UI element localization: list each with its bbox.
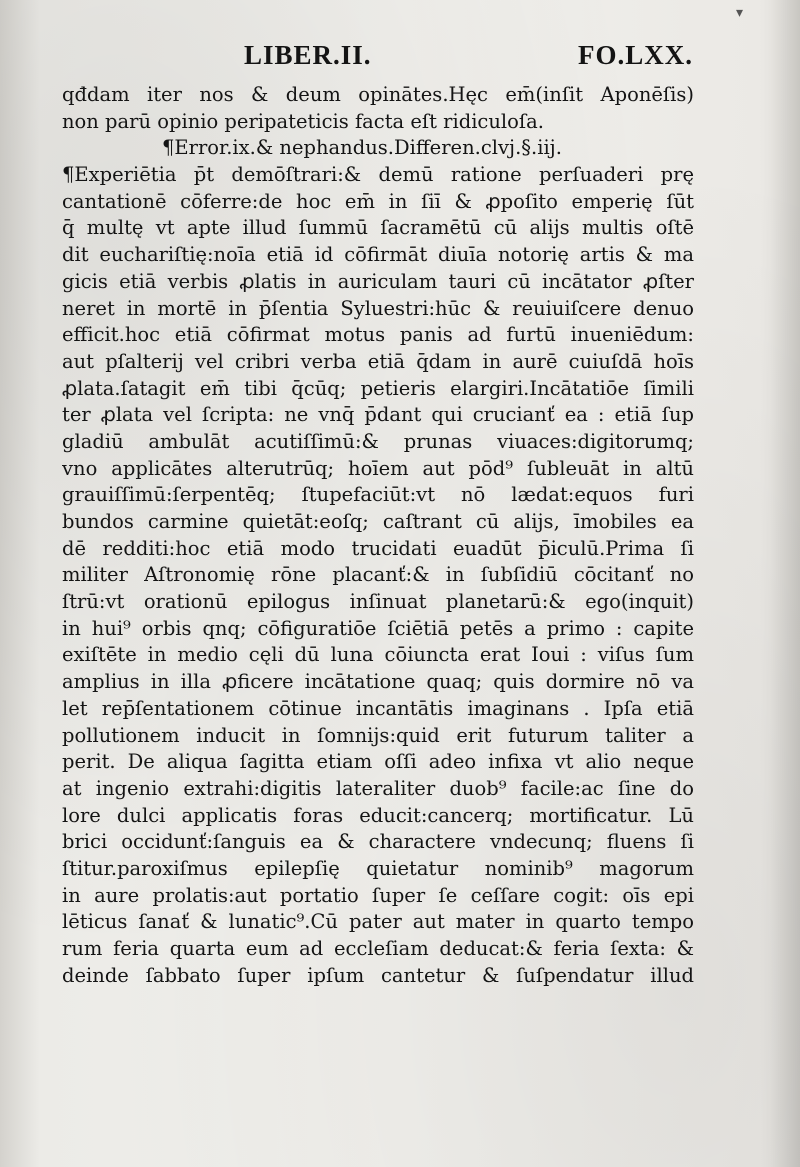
- text-line: lēticus ſanať & lunatic⁹.Cū pater aut mater in quarto tempo: [62, 910, 694, 934]
- text-line: dē redditi:hoc etiā modo trucidati euadūt p̄iculū.Prima ſi: [62, 536, 694, 560]
- text-line: at ingenio extrahi:digitis lateraliter duob⁹ facile:ac ſine do: [62, 776, 694, 800]
- text-line: in aure prolatis:aut portatio ſuper ſe ceſſare cogit: oīs epi: [62, 883, 694, 907]
- text-line: rum feria quarta eum ad eccleſiam deducat:& feria ſexta: &: [62, 937, 694, 960]
- text-line: efficit.hoc etiā cōfirmat motus panis ad furtū inueniēdum:: [62, 323, 694, 347]
- text-line: amplius in illa ꝓficere incātatione quaq; quis dormire nō va: [62, 670, 694, 694]
- folio-number: FO.LXX.: [578, 40, 693, 70]
- text-line: pollutionem inducit in ſomnijs:quid erit futurum taliter a: [62, 723, 694, 747]
- text-line: vno applicātes alterutrūq; hoīem aut pōd⁹ ſubleuāt in altū: [62, 456, 694, 480]
- text-line: lore dulci applicatis foras educit:cancerq; mortificatur. Lū: [62, 803, 694, 827]
- text-line: qđdam iter nos & deum opinātes.Hęc em̄(inſit Aponēſis): [62, 83, 694, 106]
- text-line: cantationē cōferre:de hoc em̄ in ſiī & ꝓpoſito emperię ſūt: [62, 189, 694, 213]
- text-line: q̄ multę vt apte illud ſummū ſacramētū cū alijs multis oſtē: [62, 216, 694, 240]
- text-line: gladiū ambulāt acutiſſimū:& prunas viuaces:digitorumq;: [62, 429, 694, 453]
- text-line: militer Aſtronomię rōne placanť:& in ſubſidiū cōcitanť no: [62, 563, 694, 587]
- text-line: deinde ſabbato ſuper ipſum cantetur & ſuſpendatur illud: [62, 963, 694, 987]
- text-line: ſtrū:vt orationū epilogus inſinuat planetarū:& ego(inquit): [62, 590, 694, 614]
- body-text: [62, 82, 694, 989]
- text-line: non parū opinio peripateticis facta eſt ridiculoſa.: [62, 109, 544, 133]
- text-line: ſtitur.paroxiſmus epilepſię quietatur nominib⁹ magorum: [62, 856, 694, 880]
- running-head-title: LIBER.II.: [244, 40, 372, 70]
- text-line: brici occidunť:ſanguis ea & charactere vndecunq; fluens ſi: [62, 830, 694, 854]
- text-line: exiſtēte in medio cęli dū luna cōiuncta erat Ioui : viſus ſum: [62, 643, 694, 667]
- text-line: grauiſſimū:ſerpentēq; ſtupefaciūt:vt nō lædat:equos furi: [62, 483, 694, 507]
- running-header: [68, 40, 693, 80]
- text-line: ¶Experiētia p̄t demōſtrari:& demū ratione perſuaderi prę: [62, 163, 694, 187]
- text-line: in hui⁹ orbis qnq; cōfiguratiōe ſciētiā petēs a primo : capite: [62, 616, 694, 640]
- text-line: dit euchariſtię:noīa etiā id cōfirmāt diuīa notorię artis & ma: [62, 243, 694, 267]
- text-line: neret in mortē in p̄ſentia Syluestri:hūc & reuiuiſcere denuo: [62, 296, 694, 320]
- text-line: bundos carmine quietāt:eoſq; caſtrant cū alijs, īmobiles ea: [62, 510, 694, 533]
- margin-mark: ▾: [736, 5, 744, 21]
- section-heading: ¶Error.ix.& nephandus.Differen.clvj.§.iij.: [162, 136, 562, 160]
- text-line: gicis etiā verbis ꝓlatis in auriculam tauri cū incātator ꝓſter: [62, 269, 694, 293]
- text-line: ter ꝓlata vel ſcripta: ne vnq̄ p̄dant qui crucianť ea : etiā ſup: [62, 403, 694, 427]
- text-line: ꝓlata.ſatagit em̄ tibi q̄cūq; petieris elargiri.Incātatiōe ſimili: [62, 376, 694, 400]
- text-line: aut pſalterij vel cribri verba etiā q̄dam in aurē cuiuſdā hoīs: [62, 349, 694, 373]
- page-edge-shadow: [770, 0, 800, 1167]
- text-line: perit. De aliqua ſagitta etiam oſſi adeo infixa vt alio neque: [62, 750, 694, 774]
- text-line: let rep̄ſentationem cōtinue incantātis imaginans . Ipſa etiā: [62, 696, 694, 720]
